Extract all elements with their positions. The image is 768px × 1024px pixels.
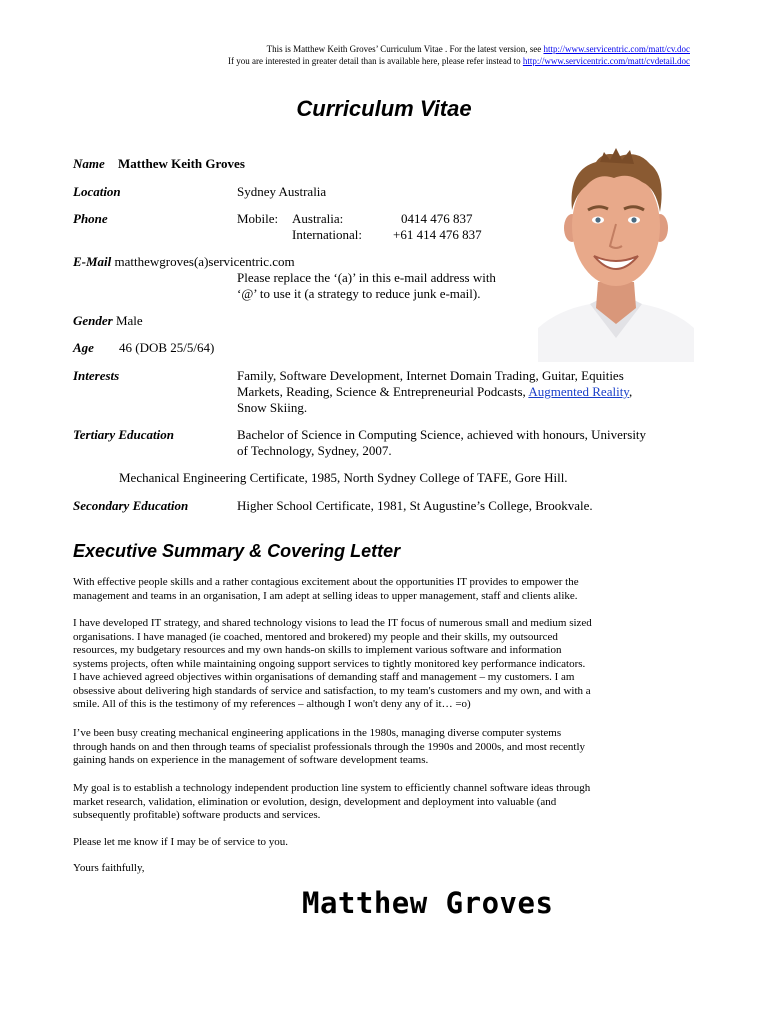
top-note-line-1: This is Matthew Keith Groves’ Curriculum Vitae . For the latest version, see http://www.servicentric.com/matt/cv.doc xyxy=(266,44,690,54)
summary-paragraph-4: My goal is to establish a technology independent production line system to efficiently channel software ideas through market research, validation, elimination or evolution, design, development and deployment into valuable (and subsequently profitable) software products and services. xyxy=(73,782,591,821)
age-label: Age xyxy=(73,340,94,355)
email-note-line-2: ‘@’ to use it (a strategy to reduce junk e-mail). xyxy=(237,286,481,301)
phone-label: Phone xyxy=(73,211,108,226)
cv-detail-link[interactable]: http://www.servicentric.com/matt/cvdetail.doc xyxy=(522,56,690,66)
interests-line-2: Markets, Reading, Science & Entrepreneurial Podcasts, Augmented Reality, xyxy=(237,384,633,399)
name-value: Matthew Keith Groves xyxy=(118,156,245,171)
phone-mobile-label: Mobile: xyxy=(237,211,279,226)
gender-label: Gender xyxy=(73,313,113,328)
gender-value: Male xyxy=(115,313,143,328)
cv-link[interactable]: http://www.servicentric.com/matt/cv.doc xyxy=(543,44,690,54)
location-label: Location xyxy=(73,184,121,199)
email-row xyxy=(73,254,295,270)
summary-paragraph-1: With effective people skills and a rather contagious excitement about the opportunities IT provides to empower the management and teams in an organisation, I am adept at selling ideas to upper management, staff and clients alike. xyxy=(73,576,579,602)
phone-australia-label: Australia: xyxy=(292,211,344,226)
email-note-line-1: Please replace the ‘(a)’ in this e-mail address with xyxy=(237,270,496,285)
name-label: Name xyxy=(73,156,105,171)
secondary-label: Secondary Education xyxy=(73,498,189,513)
phone-international-label: International: xyxy=(292,227,363,242)
interests-line-1: Family, Software Development, Internet Domain Trading, Guitar, Equities xyxy=(237,368,624,383)
interests-line-3: Snow Skiing. xyxy=(237,400,308,415)
page-title: Curriculum Vitae xyxy=(296,96,472,121)
summary-paragraph-3: I’ve been busy creating mechanical engineering applications in the 1980s, managing diverse computer systems through hands on and then through teams of specialist professionals through the 1990s and 2000s, and most recently gaining hands on experience in the management of software development teams. xyxy=(73,727,586,766)
phone-international-value: +61 414 476 837 xyxy=(393,227,482,242)
tertiary-line-1: Bachelor of Science in Computing Science, achieved with honours, University xyxy=(237,427,647,442)
signature: Matthew Groves xyxy=(302,886,554,920)
name-row xyxy=(73,156,245,172)
interests-label: Interests xyxy=(73,368,120,383)
tertiary-value xyxy=(237,427,707,459)
tertiary-line-2: of Technology, Sydney, 2007. xyxy=(237,443,392,458)
gender-row xyxy=(73,313,143,329)
summary-paragraph-2: I have developed IT strategy, and shared technology visions to lead the IT focus of numerous small and medium sized organisations. I have managed (ie coached, mentored and brokered) my people and their skills, my outsourced resources, my budgetary resources and my own hands-on skills to implement various software and information systems projects, often while maintaining ongoing support services to tightly monitored key performance indicators. I have achieved agreed objectives within organisations of demanding staff and management – my customers. I am obsessive about delivering high standards of service and satisfaction, to my team's customers and my own, and with a smile. All of this is the testimony of my references – although I won't deny any of it… =o) xyxy=(73,617,592,710)
profile-photo xyxy=(538,132,694,362)
closing-text: Yours faithfully, xyxy=(73,862,145,874)
summary-paragraph-5: Please let me know if I may be of service to you. xyxy=(73,836,289,848)
location-value: Sydney Australia xyxy=(237,184,327,199)
tertiary-label: Tertiary Education xyxy=(73,427,175,442)
secondary-value: Higher School Certificate, 1981, St Augustine’s College, Brookvale. xyxy=(237,498,593,513)
interests-value xyxy=(237,368,697,416)
age-value: 46 (DOB 25/5/64) xyxy=(119,340,215,355)
mech-cert: Mechanical Engineering Certificate, 1985, North Sydney College of TAFE, Gore Hill. xyxy=(119,470,568,485)
summary-heading: Executive Summary & Covering Letter xyxy=(73,541,401,561)
email-value: matthewgroves(a)servicentric.com xyxy=(114,254,295,269)
top-note-line-2: If you are interested in greater detail than is available here, please refer instead to http://www.servicentric.com/matt/cvdetail.doc xyxy=(228,56,690,66)
email-label: E-Mail xyxy=(73,254,112,269)
phone-australia-value: 0414 476 837 xyxy=(401,211,473,226)
portrait-image xyxy=(538,132,694,362)
augmented-reality-link[interactable]: Augmented Reality xyxy=(528,384,629,399)
